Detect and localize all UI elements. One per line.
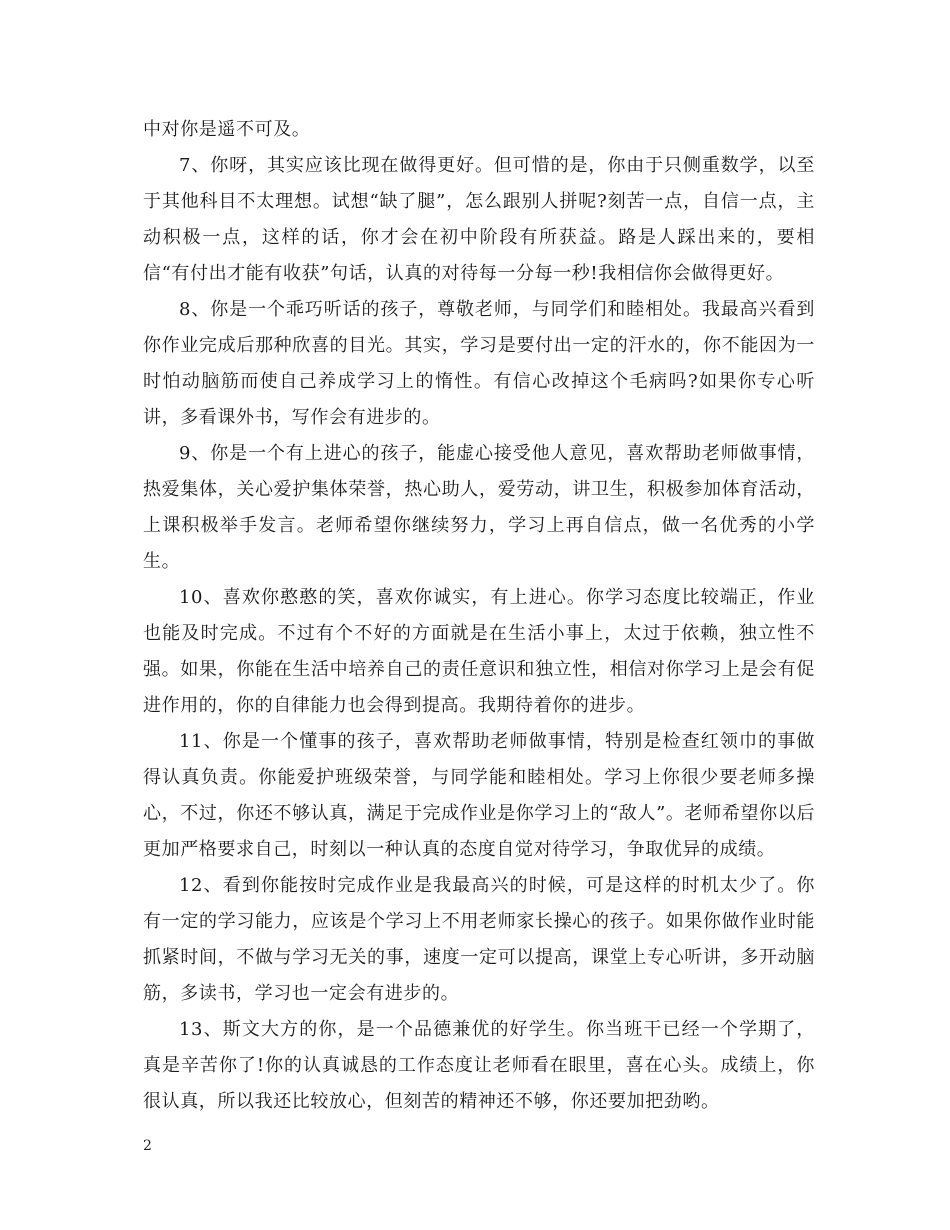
paragraph-comment-8: 8、你是一个乖巧听话的孩子，尊敬老师，与同学们和睦相处。我最高兴看到你作业完成后那种欣喜的目光。其实，学习是要付出一定的汗水的，你不能因为一时怕动脑筋而使自己养成学习上的惰性。有信心改掉这个毛病吗?如果你专心听讲，多看课外书，写作会有进步的。 [143, 299, 815, 428]
paragraph-comment-10: 10、喜欢你憨憨的笑，喜欢你诚实，有上进心。你学习态度比较端正，作业也能及时完成。不过有个不好的方面就是在生活小事上，太过于依赖，独立性不强。如果，你能在生活中培养自己的责任意识和独立性，相信对你学习上是会有促进作用的，你的自律能力也会得到提高。我期待着你的进步。 [143, 587, 815, 716]
paragraph-comment-12: 12、看到你能按时完成作业是我最高兴的时候，可是这样的时机太少了。你有一定的学习能力，应该是个学习上不用老师家长操心的孩子。如果你做作业时能抓紧时间，不做与学习无关的事，速度一定可以提高，课堂上专心听讲，多开动脑筋，多读书，学习也一定会有进步的。 [143, 875, 815, 1004]
paragraph-comment-13: 13、斯文大方的你，是一个品德兼优的好学生。你当班干已经一个学期了，真是辛苦你了!你的认真诚恳的工作态度让老师看在眼里，喜在心头。成绩上，你很认真，所以我还比较放心，但刻苦的精神还不够，你还要加把劲哟。 [143, 1019, 815, 1112]
page-number: 2 [143, 1138, 152, 1154]
paragraph-continuation: 中对你是遥不可及。 [143, 119, 311, 140]
paragraph-comment-11: 11、你是一个懂事的孩子，喜欢帮助老师做事情，特别是检查红领巾的事做得认真负责。你能爱护班级荣誉，与同学能和睦相处。学习上你很少要老师多操心，不过，你还不够认真，满足于完成作业是你学习上的“敌人”。老师希望你以后更加严格要求自己，时刻以一种认真的态度自觉对待学习，争取优异的成绩。 [143, 731, 815, 860]
paragraph-comment-9: 9、你是一个有上进心的孩子，能虚心接受他人意见，喜欢帮助老师做事情，热爱集体，关心爱护集体荣誉，热心助人，爱劳动，讲卫生，积极参加体育活动，上课积极举手发言。老师希望你继续努力，学习上再自信点，做一名优秀的小学生。 [143, 443, 815, 572]
paragraph-comment-7: 7、你呀，其实应该比现在做得更好。但可惜的是，你由于只侧重数学，以至于其他科目不太理想。试想“缺了腿”，怎么跟别人拼呢?刻苦一点，自信一点，主动积极一点，这样的话，你才会在初中阶段有所获益。路是人踩出来的，要相信“有付出才能有收获”句话，认真的对待每一分每一秒!我相信你会做得更好。 [143, 155, 815, 284]
document-body [143, 112, 815, 1120]
